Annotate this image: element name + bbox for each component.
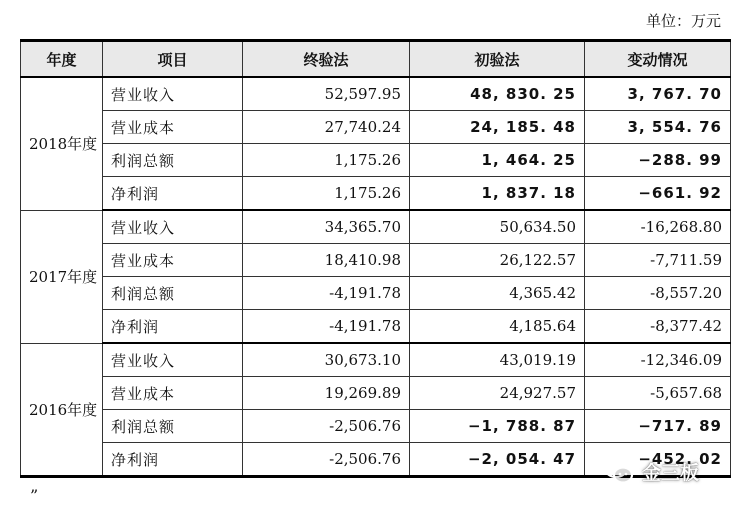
- unit-label: 单位：万元: [645, 12, 721, 30]
- change-cell: -16,268.80: [585, 210, 731, 244]
- table-header-row: [21, 41, 731, 78]
- table-row: [21, 310, 731, 344]
- change-cell: -8,557.20: [585, 277, 731, 310]
- final-method-cell: 34,365.70: [243, 210, 410, 244]
- change-cell: 3, 554. 76: [585, 111, 731, 144]
- change-cell: −717. 89: [585, 410, 731, 443]
- initial-method-cell: −2, 054. 47: [410, 443, 585, 477]
- initial-method-cell: 43,019.19: [410, 343, 585, 377]
- item-cell: 营业成本: [103, 244, 243, 277]
- table-row: [21, 144, 731, 177]
- item-cell: 利润总额: [103, 144, 243, 177]
- final-method-cell: 19,269.89: [243, 377, 410, 410]
- table-row: [21, 377, 731, 410]
- wechat-icon: [602, 454, 636, 488]
- change-cell: −288. 99: [585, 144, 731, 177]
- watermark: [602, 449, 699, 493]
- table-body: [21, 77, 731, 477]
- table-row: [21, 111, 731, 144]
- change-cell: −661. 92: [585, 177, 731, 211]
- table-row: [21, 77, 731, 111]
- final-method-cell: -2,506.76: [243, 410, 410, 443]
- final-method-cell: 1,175.26: [243, 144, 410, 177]
- change-cell: 3, 767. 70: [585, 77, 731, 111]
- item-cell: 营业成本: [103, 111, 243, 144]
- item-cell: 净利润: [103, 177, 243, 211]
- initial-method-cell: 24, 185. 48: [410, 111, 585, 144]
- final-method-cell: -4,191.78: [243, 277, 410, 310]
- initial-method-cell: 4,185.64: [410, 310, 585, 344]
- final-method-cell: 1,175.26: [243, 177, 410, 211]
- final-method-cell: 18,410.98: [243, 244, 410, 277]
- year-cell: 2018年度: [21, 77, 103, 210]
- header-item: 项目: [103, 41, 243, 78]
- initial-method-cell: −1, 788. 87: [410, 410, 585, 443]
- table-row: [21, 177, 731, 211]
- header-change: 变动情况: [585, 41, 731, 78]
- initial-method-cell: 24,927.57: [410, 377, 585, 410]
- final-method-cell: -4,191.78: [243, 310, 410, 344]
- table-row: [21, 244, 731, 277]
- final-method-cell: 52,597.95: [243, 77, 410, 111]
- item-cell: 营业成本: [103, 377, 243, 410]
- change-cell: -7,711.59: [585, 244, 731, 277]
- change-cell: −452. 02: [585, 443, 731, 477]
- final-method-cell: 27,740.24: [243, 111, 410, 144]
- final-method-cell: -2,506.76: [243, 443, 410, 477]
- initial-method-cell: 4,365.42: [410, 277, 585, 310]
- header-initial-method: 初验法: [410, 41, 585, 78]
- initial-method-cell: 26,122.57: [410, 244, 585, 277]
- change-cell: -12,346.09: [585, 343, 731, 377]
- item-cell: 营业收入: [103, 77, 243, 111]
- year-cell: 2016年度: [21, 343, 103, 477]
- initial-method-cell: 1, 837. 18: [410, 177, 585, 211]
- closing-quote-mark: ”: [30, 486, 39, 505]
- item-cell: 净利润: [103, 443, 243, 477]
- header-final-method: 终验法: [243, 41, 410, 78]
- initial-method-cell: 50,634.50: [410, 210, 585, 244]
- item-cell: 利润总额: [103, 277, 243, 310]
- item-cell: 净利润: [103, 310, 243, 344]
- item-cell: 营业收入: [103, 343, 243, 377]
- table-row: [21, 210, 731, 244]
- table-row: [21, 277, 731, 310]
- change-cell: -5,657.68: [585, 377, 731, 410]
- change-cell: -8,377.42: [585, 310, 731, 344]
- item-cell: 营业收入: [103, 210, 243, 244]
- table-row: [21, 343, 731, 377]
- financial-comparison-table: [20, 39, 731, 478]
- table-row: [21, 410, 731, 443]
- item-cell: 利润总额: [103, 410, 243, 443]
- final-method-cell: 30,673.10: [243, 343, 410, 377]
- initial-method-cell: 48, 830. 25: [410, 77, 585, 111]
- year-cell: 2017年度: [21, 210, 103, 343]
- watermark-text: 金三板: [642, 461, 700, 484]
- initial-method-cell: 1, 464. 25: [410, 144, 585, 177]
- header-year: 年度: [21, 41, 103, 78]
